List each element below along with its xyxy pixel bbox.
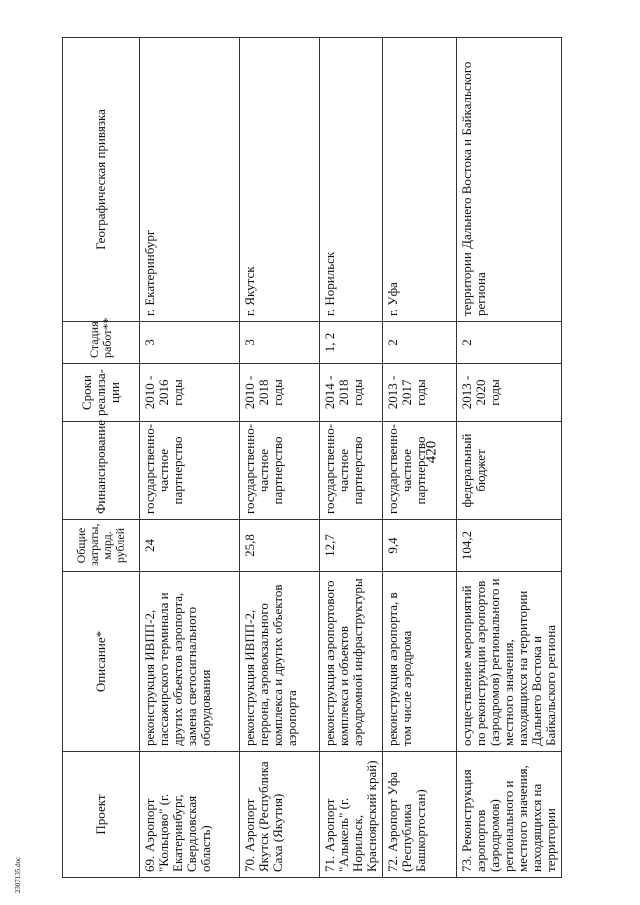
geo-cell: г. Уфа: [383, 38, 457, 322]
row-number: 72.: [385, 855, 400, 872]
col-header-description: Описание*: [63, 572, 140, 752]
project-cell: [320, 752, 383, 878]
geo-cell: г. Екатеринбург: [140, 38, 240, 322]
period-cell: 2010 - 2018 годы: [240, 364, 320, 422]
table-row: [240, 38, 320, 878]
project-cell: [383, 752, 457, 878]
col-header-project: Проект: [63, 752, 140, 878]
project-cell: [457, 752, 562, 878]
col-header-period: Сроки реализа- ции: [63, 364, 140, 422]
stage-cell: 1, 2: [320, 322, 383, 364]
stage-cell: 3: [240, 322, 320, 364]
project-name: Аэропорт "Кольцово" (г. Екатеринбург, Свердловская область): [142, 793, 213, 872]
table-row: [383, 38, 457, 878]
financing-cell: государственно-частное партнерство: [320, 422, 383, 520]
cost-cell: 104,2: [457, 520, 562, 572]
project-name: Аэропорт "Алыкель" (г. Норильск, Красноярский край): [322, 760, 379, 872]
period-cell: 2013 - 2020 годы: [457, 364, 562, 422]
table-header-row: [63, 38, 140, 878]
col-header-cost: Общие затраты, млрд. рублей: [63, 520, 140, 572]
cost-cell: 25,8: [240, 520, 320, 572]
row-number: 73.: [459, 855, 474, 872]
financing-cell: федеральный бюджет: [457, 422, 562, 520]
period-cell: 2010 - 2016 годы: [140, 364, 240, 422]
project-name: Реконструкция аэропортов (аэродромов) регионального и местного значения, находящихся на территории: [459, 765, 558, 872]
cost-cell: 9,4: [383, 520, 457, 572]
table-row: [457, 38, 562, 878]
row-number: 70.: [242, 855, 257, 872]
description-cell: осуществление мероприятий по реконструкции аэропортов (аэродромов) регионального и местного значения, находящихся на территории Дальнего Востока и Байкальского региона: [457, 572, 562, 752]
description-cell: реконструкция аэропорта, в том числе аэродрома: [383, 572, 457, 752]
table-row: [320, 38, 383, 878]
description-cell: реконструкция ИВПП-2, перрона, аэровокзального комплекса и других объектов аэропорта: [240, 572, 320, 752]
description-cell: реконструкция ИВПП-2, пассажирского терминала и других объектов аэропорта, замена светосигнального оборудования: [140, 572, 240, 752]
cost-cell: 24: [140, 520, 240, 572]
stage-cell: 2: [457, 322, 562, 364]
cost-cell: 12,7: [320, 520, 383, 572]
geo-cell: г. Норильск: [320, 38, 383, 322]
row-number: 71.: [322, 855, 337, 872]
page-number: 420: [423, 440, 440, 464]
geo-cell: г. Якутск: [240, 38, 320, 322]
rotated-table-container: [62, 38, 558, 878]
col-header-stage: Стадия работ**: [63, 322, 140, 364]
period-cell: 2014 - 2018 годы: [320, 364, 383, 422]
description-cell: реконструкция аэропортового комплекса и объектов аэродромной инфраструктуры: [320, 572, 383, 752]
project-cell: [240, 752, 320, 878]
stage-cell: 3: [140, 322, 240, 364]
financing-cell: государственно-частное партнерство: [383, 422, 457, 520]
projects-table: [62, 37, 562, 878]
footer-doc-code: 2307135.doc: [14, 856, 22, 894]
row-number: 69.: [142, 855, 157, 872]
col-header-financing: Финансирование: [63, 422, 140, 520]
financing-cell: государственно-частное партнерство: [140, 422, 240, 520]
col-header-geo: Географическая привязка: [63, 38, 140, 322]
project-name: Аэропорт Уфа (Республика Башкортостан): [385, 771, 428, 872]
geo-cell: территории Дальнего Востока и Байкальского региона: [457, 38, 562, 322]
project-name: Аэропорт Якутск (Республика Саха (Якутия): [242, 761, 285, 872]
stage-cell: 2: [383, 322, 457, 364]
table-row: [140, 38, 240, 878]
period-cell: 2013 - 2017 годы: [383, 364, 457, 422]
financing-cell: государственно-частное партнерство: [240, 422, 320, 520]
project-cell: [140, 752, 240, 878]
